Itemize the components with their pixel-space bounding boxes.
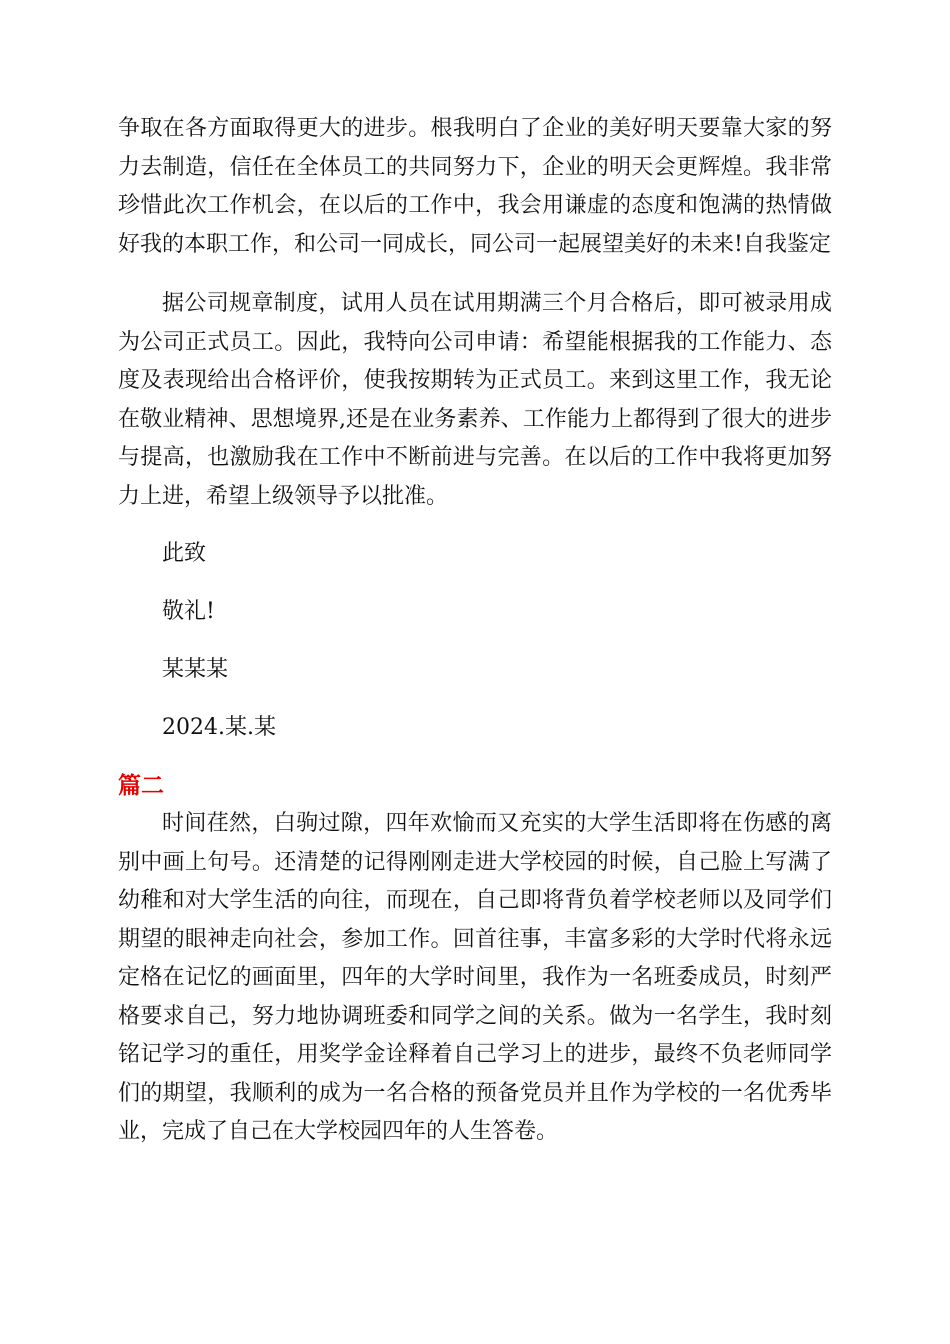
signature: 某某某 bbox=[162, 657, 229, 682]
paragraph-2: 据公司规章制度，试用人员在试用期满三个月合格后，即可被录用成为公司正式员工。因此，我特向公司申请：希望能根据我的工作能力、态度及表现给出合格评价，使我按期转为正式员工。来到这里工作，我无论在敬业精神、思想境界,还是在业务素养、工作能力上都得到了很大的进步与提高，也激励我在工作中不断前进与完善。在以后的工作中我将更加努力上进，希望上级领导予以批准。 bbox=[118, 291, 832, 509]
closing-regards: 敬礼! bbox=[162, 599, 215, 624]
section-heading: 篇二 bbox=[118, 773, 164, 799]
closing-salutation: 此致 bbox=[162, 541, 207, 566]
paragraph-3: 时间荏然，白驹过隙，四年欢愉而又充实的大学生活即将在伤感的离别中画上句号。还清楚的记得刚刚走进大学校园的时候，自己脸上写满了幼稚和对大学生活的向往，而现在，自己即将背负着学校老师以及同学们期望的眼神走向社会，参加工作。回首往事，丰富多彩的大学时代将永远定格在记忆的画面里，四年的大学时间里，我作为一名班委成员，时刻严格要求自己，努力地协调班委和同学之间的关系。做为一名学生，我时刻铭记学习的重任，用奖学金诠释着自己学习上的进步，最终不负老师同学们的期望，我顺利的成为一名合格的预备党员并且作为学校的一名优秀毕业，完成了自己在大学校园四年的人生答卷。 bbox=[118, 811, 832, 1144]
paragraph-1: 争取在各方面取得更大的进步。根我明白了企业的美好明天要靠大家的努力去制造，信任在全体员工的共同努力下，企业的明天会更辉煌。我非常珍惜此次工作机会，在以后的工作中，我会用谦虚的态度和饱满的热情做好我的本职工作，和公司一同成长，同公司一起展望美好的未来!自我鉴定 bbox=[118, 116, 832, 257]
date: 2024.某.某 bbox=[162, 715, 276, 740]
